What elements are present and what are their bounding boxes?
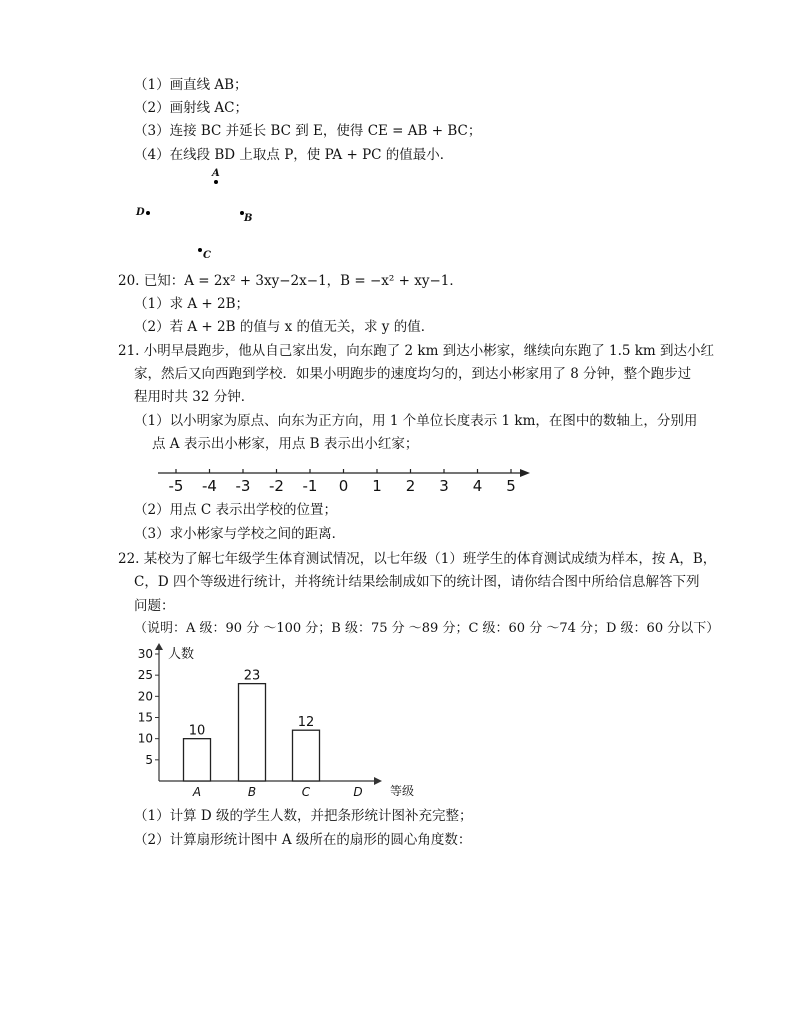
number-line-tick-label: 3 bbox=[439, 477, 449, 495]
y-axis-arrow bbox=[155, 643, 163, 650]
q21-item-1-line-1: （1）以小明家为原点、向东为正方向，用 1 个单位长度表示 1 km，在图中的数轴上，分别用 bbox=[134, 413, 698, 429]
number-line-tick-label: 5 bbox=[506, 477, 516, 495]
bar-value-label: 12 bbox=[297, 715, 315, 731]
q21-stem-line-2: 家，然后又向西跑到学校．如果小明跑步的速度均匀的，到达小彬家用了 8 分钟，整个跑步过 bbox=[134, 366, 692, 382]
q21-item-2: （2）用点 C 表示出学校的位置； bbox=[134, 502, 338, 518]
q19-item-3: （3）连接 BC 并延长 BC 到 E，使得 CE = AB + BC； bbox=[134, 123, 482, 139]
bar-chart bbox=[128, 642, 418, 802]
point-c-dot bbox=[198, 248, 202, 252]
q22-item-2: （2）计算扇形统计图中 A 级所在的扇形的圆心角度数： bbox=[134, 832, 472, 848]
number-line-tick-label: -5 bbox=[168, 477, 184, 495]
y-tick-label: 25 bbox=[137, 668, 153, 683]
q20-item-2: （2）若 A + 2B 的值与 x 的值无关，求 y 的值． bbox=[134, 319, 435, 335]
number-line-tick-label: -2 bbox=[269, 477, 284, 495]
q21-item-1-line-2: 点 A 表示出小彬家，用点 B 表示出小红家； bbox=[152, 436, 419, 452]
point-d-dot bbox=[146, 211, 150, 215]
category-label: A bbox=[192, 785, 202, 799]
q22-stem-line-3: 问题： bbox=[134, 598, 175, 614]
category-label: C bbox=[301, 785, 311, 799]
y-tick-label: 20 bbox=[137, 689, 153, 704]
q20-stem: 20. 已知：A = 2x² + 3xy−2x−1，B = −x² + xy−1． bbox=[118, 273, 463, 289]
number-line-arrow bbox=[520, 469, 530, 477]
number-line-tick-label: -3 bbox=[235, 477, 251, 495]
y-tick-label: 15 bbox=[137, 710, 153, 725]
number-line bbox=[150, 460, 540, 500]
q21-stem-line-3: 程用时共 32 分钟． bbox=[134, 389, 255, 405]
point-label-d: D bbox=[136, 207, 145, 218]
number-line-tick-label: 4 bbox=[472, 477, 483, 495]
x-axis-arrow bbox=[374, 777, 382, 785]
category-label: B bbox=[247, 785, 257, 799]
bar-b bbox=[239, 684, 266, 781]
number-line-tick-label: -4 bbox=[202, 477, 217, 495]
y-tick-label: 30 bbox=[137, 647, 153, 661]
q21-item-3: （3）求小彬家与学校之间的距离． bbox=[134, 526, 346, 542]
x-axis-title: 等级 bbox=[390, 784, 415, 798]
y-tick-label: 10 bbox=[137, 731, 153, 746]
point-a-dot bbox=[214, 180, 218, 184]
bar-value-label: 23 bbox=[243, 668, 261, 684]
y-axis-title: 人数 bbox=[168, 647, 195, 662]
q19-item-4: （4）在线段 BD 上取点 P，使 PA + PC 的值最小． bbox=[134, 147, 454, 163]
number-line-tick-label: 2 bbox=[405, 477, 416, 495]
bar-value-label: 10 bbox=[188, 723, 206, 739]
y-tick-label: 5 bbox=[145, 752, 153, 767]
number-line-tick-label: 1 bbox=[372, 477, 382, 495]
bar-a bbox=[184, 739, 211, 781]
q22-stem-line-1: 22. 某校为了解七年级学生体育测试情况，以七年级（1）班学生的体育测试成绩为样本，按 A，B， bbox=[118, 551, 717, 567]
point-label-a: A bbox=[212, 168, 220, 179]
number-line-tick-label: 0 bbox=[338, 477, 349, 495]
category-label: D bbox=[353, 785, 363, 799]
q22-grade-note: （说明：A 级：90 分 ～100 分；B 级：75 分 ～89 分；C 级：60 分 ～74 分；D 级：60 分以下） bbox=[134, 621, 720, 636]
q22-stem-line-2: C，D 四个等级进行统计，并将统计结果绘制成如下的统计图，请你结合图中所给信息解答下列 bbox=[134, 574, 700, 590]
q20-item-1: （1）求 A + 2B； bbox=[134, 296, 250, 312]
point-label-b: B bbox=[244, 213, 253, 224]
q19-item-1: （1）画直线 AB； bbox=[134, 77, 248, 93]
q19-item-2: （2）画射线 AC； bbox=[134, 100, 248, 116]
point-label-c: C bbox=[203, 250, 211, 261]
q21-stem-line-1: 21. 小明早晨跑步，他从自己家出发，向东跑了 2 km 到达小彬家，继续向东跑了 1.5 km 到达小红 bbox=[118, 343, 715, 359]
number-line-tick-label: -1 bbox=[302, 477, 318, 495]
q22-item-1: （1）计算 D 级的学生人数，并把条形统计图补充完整； bbox=[134, 808, 473, 824]
bar-c bbox=[293, 730, 320, 781]
